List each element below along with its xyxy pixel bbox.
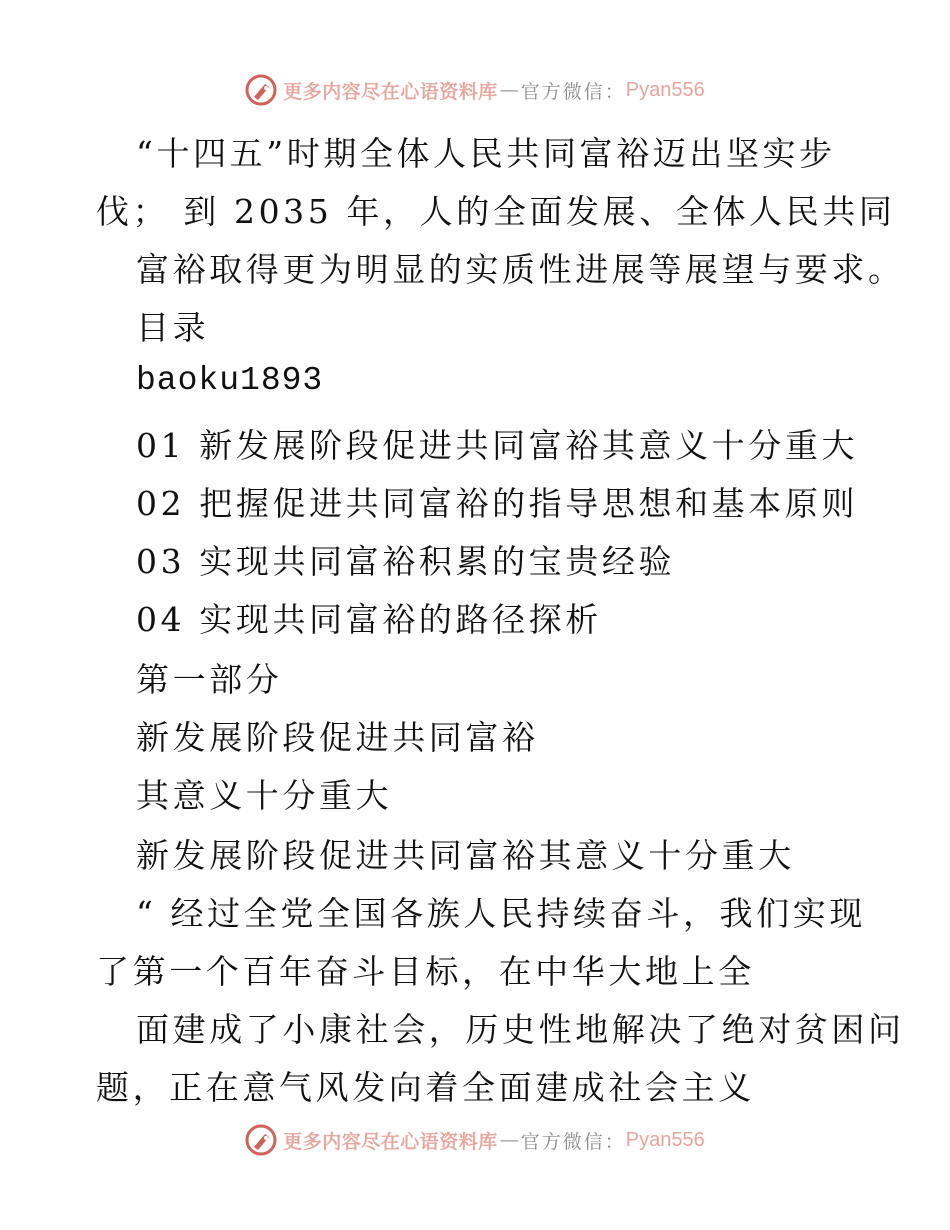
section-label: 第一部分 bbox=[136, 660, 283, 699]
intro-line-1: “十四五”时期全体人民共同富裕迈出坚实步 bbox=[136, 134, 836, 173]
intro-line-2: 伐； 到 2035 年，人的全面发展、全体人民共同 bbox=[96, 192, 896, 231]
watermark-separator: — bbox=[499, 1129, 519, 1151]
watermark-label: 官方微信： bbox=[520, 80, 626, 103]
watermark-text: 更多内容尽在心语资料库 bbox=[283, 1130, 498, 1153]
toc-item-1: 01 新发展阶段促进共同富裕其意义十分重大 bbox=[136, 426, 859, 465]
paragraph-line-4: 题，正在意气风发向着全面建成社会主义 bbox=[96, 1068, 755, 1107]
paragraph-line-3: 面建成了小康社会，历史性地解决了绝对贫困问 bbox=[136, 1010, 905, 1049]
watermark-id: Pyan556 bbox=[625, 78, 705, 101]
toc-item-4: 04 实现共同富裕的路径探析 bbox=[136, 600, 602, 639]
section-heading: 新发展阶段促进共同富裕其意义十分重大 bbox=[136, 836, 795, 875]
pen-logo-icon bbox=[245, 1124, 277, 1156]
intro-line-3: 富裕取得更为明显的实质性进展等展望与要求。 bbox=[136, 250, 905, 289]
paragraph-line-2: 了第一个百年奋斗目标，在中华大地上全 bbox=[96, 952, 755, 991]
doc-code: baoku1893 bbox=[136, 362, 324, 399]
toc-heading: 目录 bbox=[136, 308, 210, 347]
section-title-line-2: 其意义十分重大 bbox=[136, 776, 393, 815]
watermark-label: 官方微信： bbox=[520, 1130, 626, 1153]
watermark-separator: — bbox=[499, 79, 519, 101]
watermark-text: 更多内容尽在心语资料库 bbox=[283, 80, 498, 103]
watermark-id: Pyan556 bbox=[625, 1128, 705, 1151]
toc-item-3: 03 实现共同富裕积累的宝贵经验 bbox=[136, 542, 676, 581]
paragraph-line-1: “ 经过全党全国各族人民持续奋斗，我们实现 bbox=[136, 894, 866, 933]
section-title-line-1: 新发展阶段促进共同富裕 bbox=[136, 718, 539, 757]
pen-logo-icon bbox=[245, 74, 277, 106]
header-watermark bbox=[0, 72, 950, 108]
footer-watermark bbox=[0, 1122, 950, 1158]
toc-item-2: 02 把握促进共同富裕的指导思想和基本原则 bbox=[136, 484, 859, 523]
